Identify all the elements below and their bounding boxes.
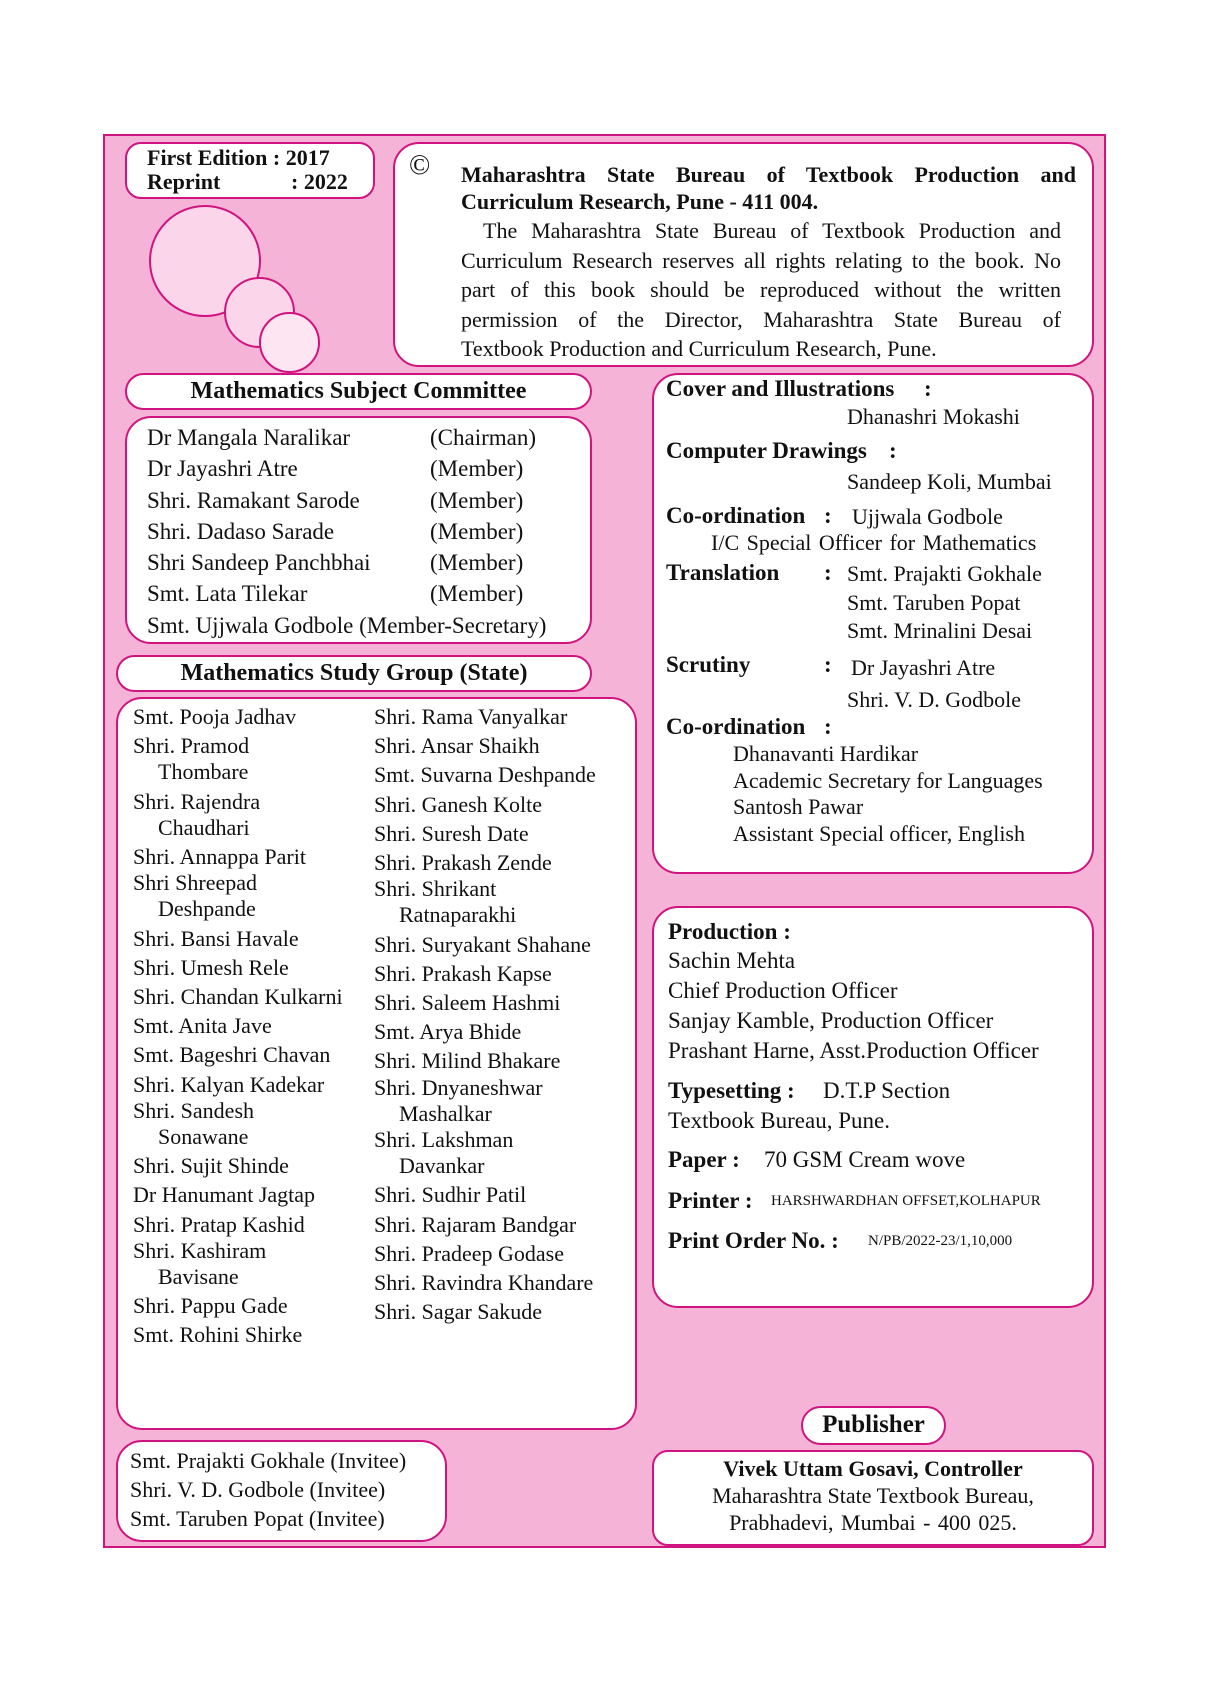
study-member: Shri. Kashiram (133, 1237, 267, 1263)
study-member: Smt. Anita Jave (133, 1013, 272, 1039)
study-member: Smt. Rohini Shirke (133, 1322, 303, 1348)
copyright-symbol: © (409, 150, 431, 181)
study-member: Smt. Pooja Jadhav (133, 704, 297, 729)
coordination2-lines (733, 741, 1043, 847)
study-member: Shri. Bansi Havale (133, 925, 299, 951)
study-member: Shri. Saleem Hashmi (374, 990, 561, 1016)
drawings-label: Computer Drawings (666, 438, 867, 463)
coordination2-line: Dhanavanti Hardikar (733, 741, 919, 766)
subject-committee-title: Mathematics Subject Committee (190, 378, 527, 404)
coordination2-colon: : (824, 714, 832, 739)
translation-colon: : (824, 560, 832, 585)
copyright-body (461, 216, 1061, 364)
study-member: Chaudhari (158, 814, 250, 840)
cover-colon: : (924, 376, 932, 401)
copyright-line: The Maharashtra State Bureau of Textbook Production and (483, 218, 1061, 243)
study-member: Shri. Prakash Zende (374, 850, 552, 876)
study-member: Shri. Pratap Kashid (133, 1211, 305, 1237)
printer-label: Printer : (668, 1188, 753, 1213)
production-line: Sachin Mehta (668, 948, 796, 973)
scrutineer: Shri. V. D. Godbole (847, 687, 1021, 712)
study-member: Shri. Sudhir Patil (374, 1182, 527, 1208)
study-member: Shri. Pramod (133, 733, 250, 759)
translator: Smt. Prajakti Gokhale (847, 561, 1042, 586)
production-box (652, 906, 1094, 1308)
study-member: Smt. Arya Bhide (374, 1019, 522, 1045)
publisher-name: Vivek Uttam Gosavi, Controller (723, 1456, 1023, 1481)
study-member: Dr Hanumant Jagtap (133, 1182, 316, 1208)
study-member: Shri. Kalyan Kadekar (133, 1071, 325, 1097)
study-member: Smt. Bageshri Chavan (133, 1042, 331, 1068)
subject-committee-list (147, 422, 546, 641)
drawings-name: Sandeep Koli, Mumbai (847, 469, 1052, 494)
drawings-colon: : (889, 438, 897, 463)
study-member: Shri. Sujit Shinde (133, 1153, 289, 1179)
study-member: Shri Shreepad (133, 870, 258, 896)
copyright-org-line2: Curriculum Research, Pune - 411 004. (461, 189, 819, 214)
study-member: Shri. Suresh Date (374, 820, 529, 846)
study-member: Shri. Sandesh (133, 1097, 254, 1123)
committee-member: Shri. Ramakant Sarode (Member) (147, 487, 524, 513)
study-member: Shri. Rajaram Bandgar (374, 1211, 577, 1237)
scrutineer: Dr Jayashri Atre (851, 655, 996, 680)
study-member: Shri. Annappa Parit (133, 844, 306, 870)
coordination2-line: Academic Secretary for Languages (733, 767, 1043, 793)
cover-name: Dhanashri Mokashi (847, 404, 1020, 429)
study-member: Shri. Ravindra Khandare (374, 1270, 594, 1296)
scrutiny-label: Scrutiny (666, 652, 751, 677)
typesetting-value: D.T.P Section (823, 1078, 951, 1103)
study-member: Shri. Prakash Kapse (374, 960, 552, 986)
coordination2-line: Santosh Pawar (733, 794, 864, 819)
coordination2-label: Co-ordination (666, 714, 806, 739)
coordination-title: I/C Special Officer for Mathematics (711, 530, 1037, 555)
typesetting-label: Typesetting : (668, 1078, 795, 1103)
study-member: Shri. Pradeep Godase (374, 1240, 565, 1266)
study-member: Shri. Suryakant Shahane (374, 931, 591, 957)
study-member: Ratnaparakhi (399, 902, 517, 928)
copyright-line: Textbook Production and Curriculum Research, Pune. (461, 336, 937, 361)
publisher-title: Publisher (822, 1411, 925, 1438)
publisher-header (801, 1406, 946, 1445)
production-line: Prashant Harne, Asst.Production Officer (668, 1038, 1039, 1063)
invitee: Shri. V. D. Godbole (Invitee) (130, 1477, 386, 1502)
study-group-col1 (133, 702, 343, 1350)
first-edition: First Edition : 2017 (147, 145, 330, 170)
production-label: Production : (668, 919, 791, 944)
invitees-list (130, 1446, 406, 1533)
study-member: Deshpande (158, 896, 256, 922)
translation-names (847, 560, 1042, 646)
page-frame (103, 134, 1106, 1548)
translation-label: Translation (666, 560, 780, 585)
study-member: Shri. Dnyaneshwar (374, 1074, 543, 1100)
production-lines (668, 946, 1039, 1066)
translator: Smt. Taruben Popat (847, 589, 1021, 615)
paper-value: 70 GSM Cream wove (764, 1147, 966, 1172)
subject-committee-box (125, 416, 592, 644)
production-line: Sanjay Kamble, Production Officer (668, 1008, 994, 1033)
cover-label: Cover and Illustrations (666, 376, 895, 401)
study-group-box (116, 697, 637, 1430)
edition-box (125, 142, 375, 199)
copyright-line: permission of the Director, Maharashtra State Bureau of (461, 306, 1061, 332)
study-member: Shri. Rajendra (133, 788, 261, 814)
study-member: Sonawane (158, 1124, 249, 1150)
reprint-label: Reprint (147, 169, 221, 194)
study-group-col2 (374, 702, 596, 1326)
publisher-box (652, 1450, 1094, 1546)
decorative-circle-small (259, 312, 320, 373)
study-member: Shri. Ganesh Kolte (374, 791, 543, 817)
invitee: Smt. Prajakti Gokhale (Invitee) (130, 1448, 407, 1473)
printer-value: HARSHWARDHAN OFFSET,KOLHAPUR (771, 1193, 1041, 1209)
study-member: Shri. Rama Vanyalkar (374, 704, 568, 729)
copyright-org-line1: Maharashtra State Bureau of Textbook Production and (461, 162, 1076, 187)
subject-committee-header (125, 373, 592, 410)
committee-member: Dr Mangala Naralikar (Chairman) (147, 425, 537, 450)
coordination-label: Co-ordination (666, 503, 806, 528)
copyright-line: Curriculum Research reserves all rights relating to the book. No (461, 247, 1061, 273)
committee-member: Shri Sandeep Panchbhai (Member) (147, 550, 524, 576)
study-member: Shri. Umesh Rele (133, 954, 289, 980)
study-member: Thombare (158, 759, 249, 785)
print-order-value: N/PB/2022-23/1,10,000 (868, 1233, 1013, 1249)
scrutiny-colon: : (824, 652, 832, 677)
coordination-name: Ujjwala Godbole (852, 504, 1003, 529)
paper-label: Paper : (668, 1147, 740, 1172)
study-member: Shri. Ansar Shaikh (374, 733, 540, 759)
study-member: Shri. Pappu Gade (133, 1293, 288, 1319)
publisher-line3: Prabhadevi, Mumbai - 400 025. (729, 1510, 1017, 1535)
copyright-box (393, 142, 1094, 367)
translator: Smt. Mrinalini Desai (847, 618, 1033, 643)
scrutiny-names (847, 652, 1021, 716)
study-group-title: Mathematics Study Group (State) (180, 660, 528, 686)
coordination2-line: Assistant Special officer, English (733, 820, 1025, 846)
invitee: Smt. Taruben Popat (Invitee) (130, 1506, 385, 1531)
publisher-line2: Maharashtra State Textbook Bureau, (712, 1483, 1034, 1508)
print-order-label: Print Order No. : (668, 1228, 839, 1253)
committee-member: Dr Jayashri Atre (Member) (147, 456, 524, 482)
credits-box (652, 373, 1094, 874)
study-member: Bavisane (158, 1264, 239, 1290)
study-member: Davankar (399, 1153, 485, 1179)
coordination-colon: : (824, 503, 832, 528)
study-member: Shri. Sagar Sakude (374, 1299, 543, 1325)
committee-member: Smt. Lata Tilekar (Member) (147, 581, 524, 607)
study-member: Shri. Chandan Kulkarni (133, 984, 343, 1010)
committee-secretary: Smt. Ujjwala Godbole (Member-Secretary) (147, 612, 547, 638)
production-line: Chief Production Officer (668, 978, 898, 1003)
reprint-value: : 2022 (291, 169, 348, 194)
study-member: Shri. Lakshman (374, 1127, 514, 1153)
study-member: Smt. Suvarna Deshpande (374, 762, 596, 788)
invitees-box (116, 1440, 447, 1542)
study-group-header (116, 655, 592, 692)
copyright-line: part of this book should be reproduced without the written (461, 277, 1061, 302)
study-member: Shri. Shrikant (374, 876, 497, 902)
study-member: Mashalkar (399, 1100, 492, 1126)
typesetting-line2: Textbook Bureau, Pune. (668, 1108, 890, 1133)
committee-member: Shri. Dadaso Sarade (Member) (147, 518, 524, 544)
study-member: Shri. Milind Bhakare (374, 1048, 561, 1074)
